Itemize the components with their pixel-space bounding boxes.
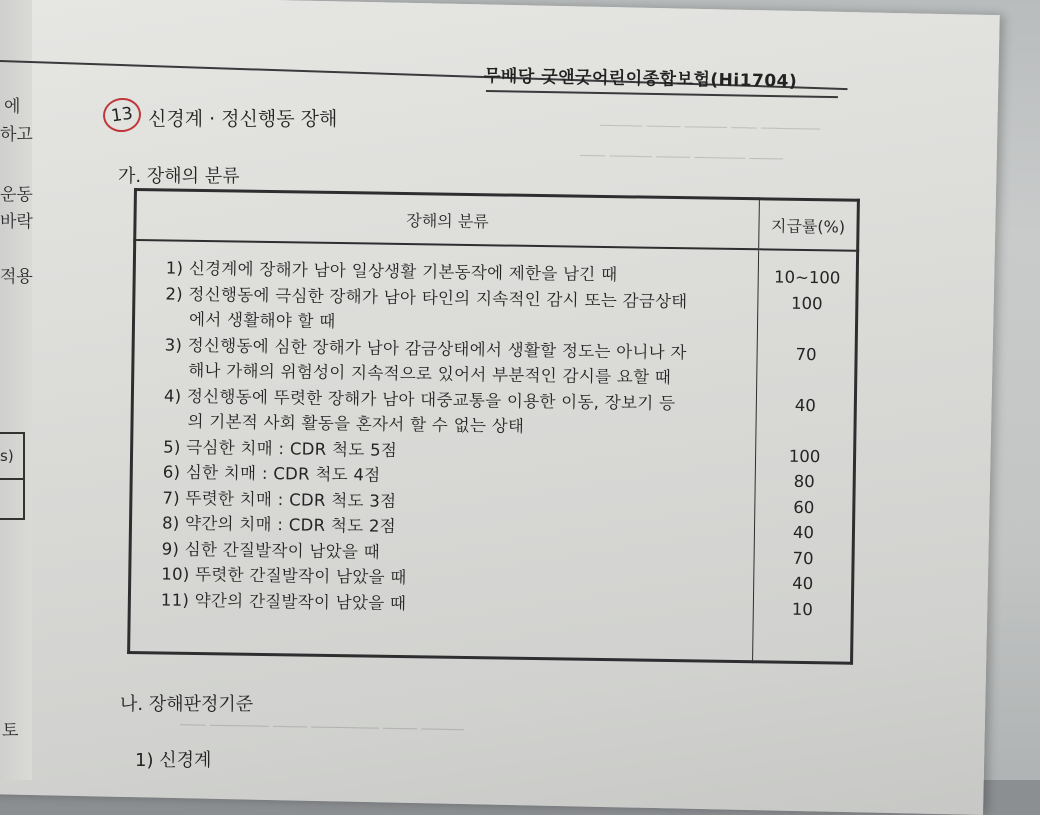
table-row-rate: 60	[793, 497, 815, 517]
rate-column	[753, 249, 858, 663]
show-through-text: ──── ────── ──── ───── ───	[579, 148, 784, 168]
show-through-text: ─────── ─── ───── ──── ─────	[599, 118, 821, 138]
show-through-text: ───── ──── ──────── ──── ─────── ───	[179, 717, 464, 739]
classification-column	[129, 240, 759, 662]
table-row-rate: 40	[792, 522, 815, 543]
table-row-text: 2) 정신행동에 극심한 장해가 남아 타인의 지속적인 감시 또는 감금상태	[165, 283, 688, 311]
column-header-rate: 지급률(%)	[759, 199, 859, 251]
document-header: 무배당 굿앤굿어린이종합보험(Hi1704)	[483, 66, 798, 92]
table-row-rate: 100	[788, 446, 821, 466]
table-row-text: 6) 심한 치매 : CDR 척도 4점	[162, 462, 381, 485]
table-row-text: 에서 생활해야 할 때	[188, 309, 336, 332]
table-row-text: 10) 뚜렷한 간질발작이 남았을 때	[161, 564, 407, 588]
left-page-table-fragment	[0, 432, 25, 520]
column-header-classification: 장해의 분류	[135, 190, 760, 250]
left-page-text: 바락	[0, 212, 33, 232]
table-row-rate: 80	[793, 471, 815, 492]
table-row-text: 3) 정신행동에 심한 장해가 남아 감금상태에서 생활할 정도는 아니나 자	[164, 334, 687, 362]
subsection-heading: 나. 장해판정기준	[120, 694, 254, 715]
list-item: 1) 신경계	[135, 750, 212, 771]
left-page-text: 적용	[0, 267, 33, 287]
table-row-text: 11) 약간의 간질발작이 남았을 때	[160, 589, 407, 613]
left-page-text: 운동	[0, 185, 33, 205]
table-row-text: 7) 뚜렷한 치매 : CDR 척도 3점	[162, 487, 397, 511]
table-row-text: 9) 심한 간질발작이 남았을 때	[161, 538, 381, 562]
table-row-text: 4) 정신행동에 뚜렷한 장해가 남아 대중교통을 이용한 이동, 장보기 등	[163, 385, 676, 413]
left-page-edge	[0, 0, 32, 780]
left-page-text: 하고	[0, 125, 33, 145]
disability-classification-table	[127, 188, 860, 665]
left-page-text: 에	[4, 97, 21, 117]
table-row-rate: 10	[791, 599, 813, 619]
table-row-rate: 40	[794, 395, 816, 415]
subsection-heading: 가. 장해의 분류	[118, 166, 240, 187]
table-row-text: 8) 약간의 치매 : CDR 척도 2점	[161, 513, 397, 536]
table-row-text: 의 기본적 사회 활동을 혼자서 할 수 없는 상태	[187, 411, 525, 436]
table-row-text: 1) 신경계에 장해가 남아 일상생활 기본동작에 제한을 남긴 때	[165, 258, 618, 285]
table-row-rate: 70	[792, 548, 814, 568]
table-row-rate: 100	[790, 293, 823, 313]
table-row-rate: 40	[792, 573, 814, 594]
left-page-text: 토	[2, 721, 19, 741]
table-row-rate: 10~100	[773, 267, 841, 288]
table-row-text: 해나 가해의 위험성이 지속적으로 있어서 부분적인 감시를 요할 때	[188, 360, 672, 387]
section-title: 신경계 · 정신행동 장해	[148, 108, 338, 130]
table-row-text: 5) 극심한 치매 : CDR 척도 5점	[163, 436, 398, 460]
left-page-text: s)	[0, 447, 14, 465]
table-row-rate: 70	[795, 344, 817, 364]
section-number-circled: 13	[101, 96, 143, 135]
left-page-table-divider	[0, 478, 23, 480]
